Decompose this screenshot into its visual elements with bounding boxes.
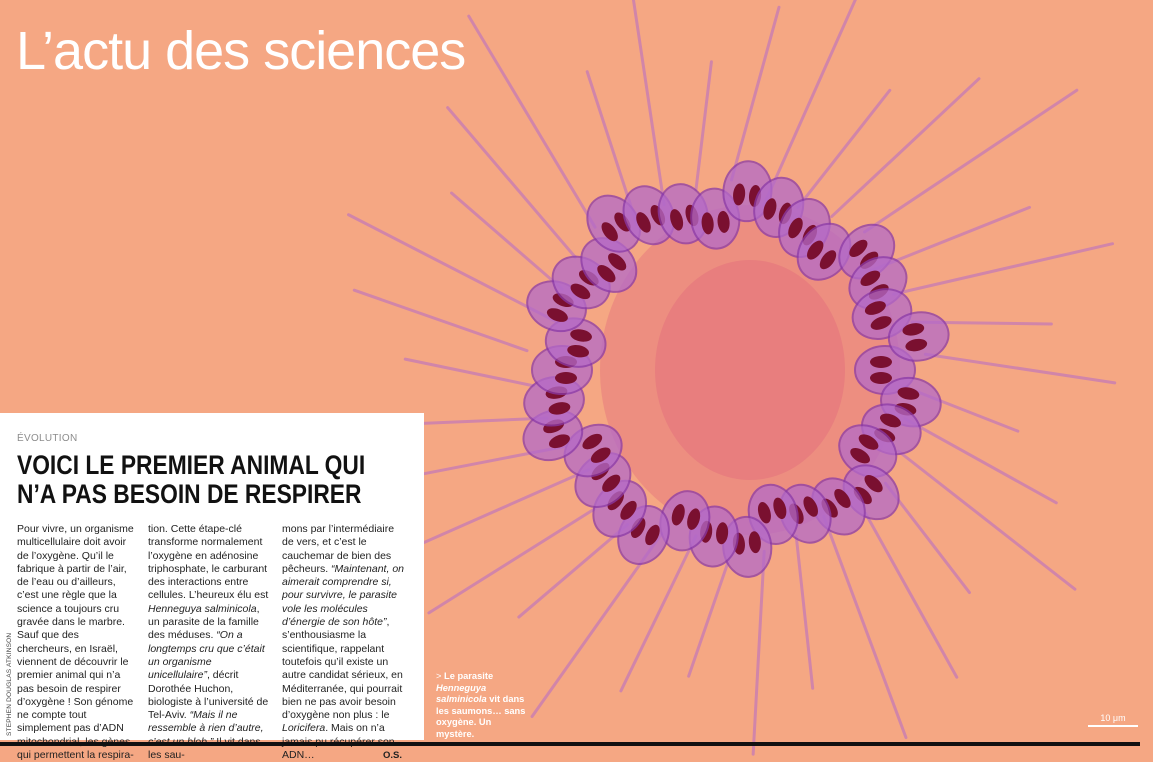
headline-line-2: N’A PAS BESOIN DE RESPIRER xyxy=(17,479,362,509)
spore-tail xyxy=(832,79,979,217)
spore-tail xyxy=(796,536,812,688)
caption-arrow-icon: > xyxy=(436,671,442,681)
spore-tail xyxy=(469,16,595,227)
spore-tail xyxy=(354,290,527,350)
scale-bar-line xyxy=(1088,725,1138,727)
parasite-core xyxy=(655,260,845,480)
column-2-text: tion. Cette étape-clé transforme normalement l’oxygène en adénosine triphosphate, le carburant des interactions entre cellules. L’heureux élu est Henneguya salminicola, un parasite de la famille des méduses. “On a longtemps cru que c’était un organisme unicellulaire”, décrit Dorothée Huchon, biologiste à l’université de Tel-Aviv. “Mais il ne ressemble à rien d’autre, les sau- xyxy=(148,523,269,762)
spore-tail xyxy=(864,90,1076,232)
spore-tail xyxy=(429,509,595,613)
article-headline xyxy=(17,450,366,509)
spore-capsule xyxy=(555,372,577,384)
spore-tail xyxy=(798,90,890,207)
spore-tail xyxy=(925,354,1114,383)
spore-tail xyxy=(732,7,779,180)
bottom-rule xyxy=(0,742,1140,746)
spore-tail xyxy=(689,561,729,676)
spore-tail xyxy=(824,516,906,737)
spore-tail xyxy=(764,0,858,205)
article-rubric: ÉVOLUTION xyxy=(17,433,78,444)
article-column-2 xyxy=(148,523,270,762)
spore-tail xyxy=(899,451,1075,589)
photo-credit: STEPHEN DOUGLAS ATKINSON xyxy=(6,632,13,736)
spore-tail xyxy=(349,215,557,322)
spore-tail xyxy=(866,514,957,678)
spore-capsule xyxy=(870,356,892,368)
photo-caption: > Le parasite Henneguya salminicola vit dans les saumons… sans oxygène. Un mystère. xyxy=(436,671,526,739)
column-1-text: Pour vivre, un organisme multicellulaire doit avoir de l’oxygène. Qu’il le fabrique à partir de l’air, de l’eau ou d’ailleurs, c’est une règle que la science a toujours cru gravée dans le marbre. Sauf que des chercheurs, en Israël, viennent de découvrir le premier animal qui n’a pas besoin de respirer d’oxygène ! Son génome ne compte tout simplement pas d’ADN qui permettent la respira- xyxy=(17,523,134,762)
scale-bar-label: 10 μm xyxy=(1100,713,1126,723)
spore-tail xyxy=(633,0,664,205)
spore-tail xyxy=(753,551,764,754)
spore-tail xyxy=(696,62,711,190)
section-title: L’actu des sciences xyxy=(16,21,466,81)
author-signature: O.S. xyxy=(382,750,402,762)
spore-tail xyxy=(905,419,1057,503)
article-column-1 xyxy=(17,523,135,762)
spore-capsule xyxy=(870,372,892,384)
article-column-3 xyxy=(282,523,406,762)
spore-tail xyxy=(405,359,534,386)
article-box xyxy=(0,413,424,762)
spore-tail xyxy=(448,108,576,258)
column-3-text: mons par l’intermédiaire de vers, et c’est le cauchemar de bien des pêcheurs. “Maintenant, on aimerait comprendre si, pour survivre, le parasite vole les molécules d’énergie de son hôte”, s’enthousiasme la scientifique, rappelant toutefois qu’il existe un autre candidat sérieux, en Méditerranée, qui pourrait bien ne pas avoir besoin d’oxygène non plus : le Loricifera. Mais on n’a ADN… O.S. xyxy=(282,523,404,762)
headline-line-1: VOICI LE PREMIER ANIMAL QUI xyxy=(17,450,366,480)
spore-tail xyxy=(894,244,1113,294)
scale-bar xyxy=(1088,713,1138,727)
